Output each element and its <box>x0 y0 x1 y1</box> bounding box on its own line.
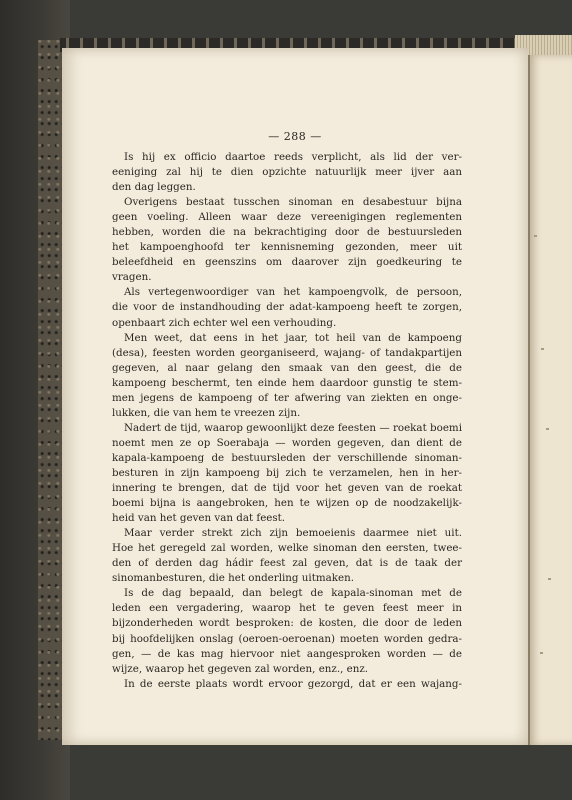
text-line: men jegens de kampoeng of ter afwering van ziekten en onge- <box>112 391 462 404</box>
text-line: sinomanbesturen, die het onderling uitmaken. <box>112 572 354 585</box>
gutter <box>528 55 530 745</box>
text-line: bijzonderheden wordt besproken: de kosten, die door de leden <box>112 617 462 630</box>
text-line: vragen. <box>112 271 152 284</box>
text-line: wijze, waarop het gegeven zal worden, enz., enz. <box>112 662 369 675</box>
foxing-spot <box>541 348 544 350</box>
text-line: gegeven, al naar gelang den smaak van den geest, die de <box>112 361 462 374</box>
text-line: die voor de instandhouding der adat-kampoeng heeft te zorgen, <box>112 301 462 314</box>
text-line: den of derden dag hádir feest zal geven, dat is de taak der <box>112 557 462 570</box>
foxing-spot <box>534 235 537 237</box>
text-line: het kampoenghoofd ter kennisneming gezonden, meer uit <box>112 241 462 254</box>
foxing-spot <box>546 428 549 430</box>
text-line: den dag leggen. <box>112 181 196 194</box>
text-line: noemt men ze op Soerabaja — worden gegeven, dan dient de <box>112 436 462 449</box>
text-line: Overigens bestaat tusschen sinoman en desabestuur bijna <box>124 196 462 209</box>
text-line: (desa), feesten worden georganiseerd, wajang- of tandakpartijen <box>112 346 462 359</box>
text-line: leden een vergadering, waarop het te geven feest meer in <box>112 602 462 615</box>
text-line: innering te brengen, dat de tijd voor het geven van de roekat <box>112 482 462 495</box>
text-line: bij hoofdelijken onslag (oeroen-oeroenan) moeten worden gedra- <box>112 632 462 645</box>
text-line: Is de dag bepaald, dan belegt de kapala-sinoman met de <box>124 587 462 600</box>
text-line: Nadert de tijd, waarop gewoonlijkt deze feesten — roekat boemi <box>124 421 462 434</box>
text-line: In de eerste plaats wordt ervoor gezorgd, dat er een wajang- <box>124 677 462 690</box>
text-line: hebben, worden die na bekrachtiging door de bestuursleden <box>112 226 462 239</box>
text-line: kampoeng beschermt, ten einde hem daardoor gunstig te stem- <box>112 376 462 389</box>
foxing-spot <box>540 652 543 654</box>
text-line: kapala-kampoeng de bestuursleden der verschillende sinoman- <box>112 451 462 464</box>
text-line: eeniging zal hij te dien opzichte natuurlijk meer ijver aan <box>112 166 462 179</box>
text-line: Als vertegenwoordiger van het kampoengvolk, de persoon, <box>124 286 462 299</box>
text-line: gen, — de kas mag hiervoor niet aangesproken worden — de <box>112 647 462 660</box>
text-line: Maar verder strekt zich zijn bemoeienis daarmee niet uit. <box>124 527 462 540</box>
text-line: openbaart zich echter wel een verhouding. <box>112 316 337 329</box>
page-number: — 288 — <box>268 130 322 143</box>
text-line: beleefdheid en geenszins om daarover zijn goedkeuring te <box>112 256 462 269</box>
text-line: geen voeling. Alleen waar deze vereenigingen reglementen <box>112 211 462 224</box>
text-line: besturen in zijn kampoeng bij zich te verzamelen, hen in her- <box>112 466 462 479</box>
text-line: boemi bijna is aangebroken, hen te wijzen op de noodzakelijk- <box>112 497 462 510</box>
text-line: Hoe het geregeld zal worden, welke sinoman den eersten, twee- <box>112 542 462 555</box>
text-line: Is hij ex officio daartoe reeds verplicht, als lid der ver- <box>124 151 462 163</box>
foxing-spot <box>548 578 551 580</box>
facing-page-edge <box>528 55 572 745</box>
text-line: lukken, die van hem te vreezen zijn. <box>112 406 301 419</box>
text-line: Men weet, dat eens in het jaar, tot heil van de kampoeng <box>124 331 462 344</box>
text-line: heid van het geven van dat feest. <box>112 512 286 525</box>
body-text <box>112 150 462 692</box>
